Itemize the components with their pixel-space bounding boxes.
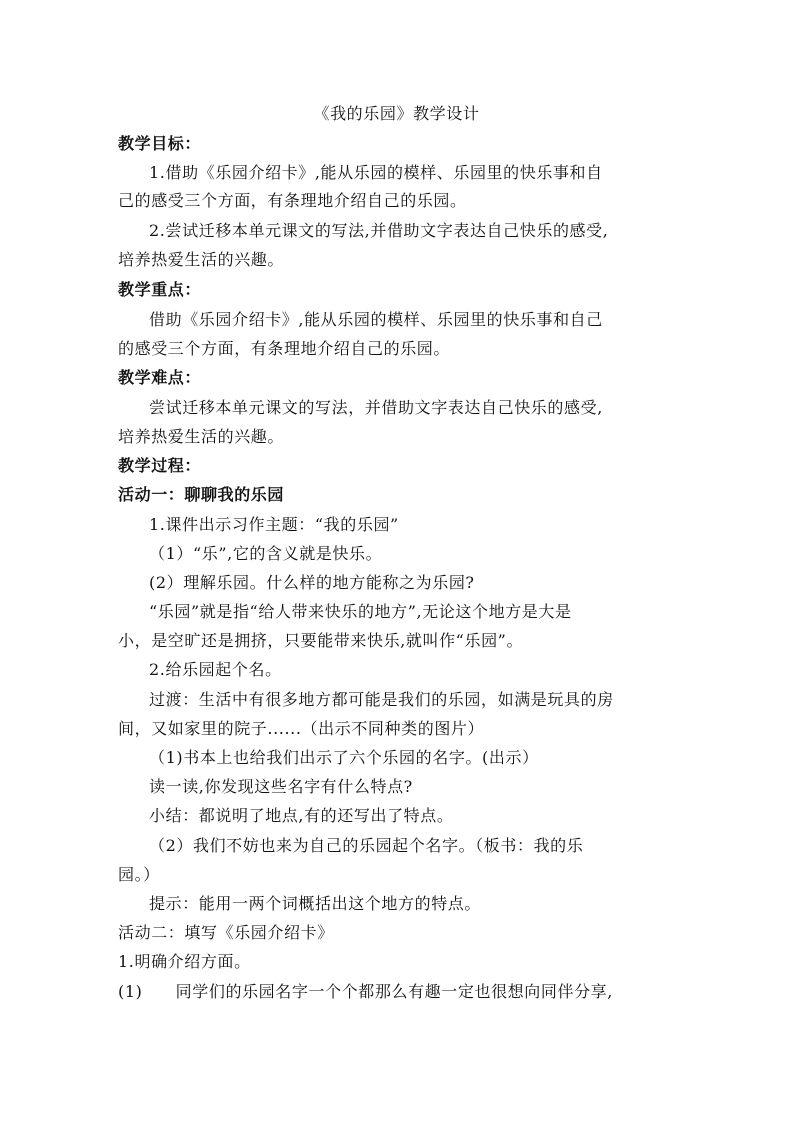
paragraph-line: （2）我们不妨也来为自己的乐园起个名字。（板书：我的乐 <box>149 836 584 855</box>
section-heading: 教学难点： <box>118 368 202 387</box>
paragraph-line: 1.课件出示习作主题：“我的乐园” <box>149 515 399 534</box>
paragraph-line: 己的感受三个方面，有条理地介绍自己的乐园。 <box>118 191 467 210</box>
paragraph-line: 间，又如家里的院子......（出示不同种类的图片） <box>118 719 485 738</box>
paragraph-line: (1) 同学们的乐园名字一个个都那么有趣一定也很想向同伴分享, <box>118 982 613 1001</box>
paragraph-line: 的感受三个方面，有条理地介绍自己的乐园。 <box>118 339 451 358</box>
page-title: 《我的乐园》教学设计 <box>313 104 480 123</box>
activity-heading: 活动一：聊聊我的乐园 <box>118 485 285 504</box>
paragraph-line: （1）“乐”,它的含义就是快乐。 <box>149 544 383 563</box>
paragraph-line: 尝试迁移本单元课文的写法，并借助文字表达自己快乐的感受, <box>149 398 603 417</box>
paragraph-line: 培养热爱生活的兴趣。 <box>118 250 285 269</box>
paragraph-line: 读一读,你发现这些名字有什么特点? <box>149 777 413 796</box>
paragraph-line: 2.给乐园起个名。 <box>149 660 282 679</box>
section-heading: 教学重点： <box>118 280 202 299</box>
section-heading: 教学目标： <box>118 134 202 153</box>
paragraph-line: 园。） <box>118 865 160 884</box>
section-heading: 教学过程： <box>118 456 202 475</box>
paragraph-line: 培养热爱生活的兴趣。 <box>118 427 285 446</box>
paragraph-line: 1.明确介绍方面。 <box>118 952 251 971</box>
paragraph-line: (2）理解乐园。什么样的地方能称之为乐园? <box>149 573 475 592</box>
paragraph-line: “乐园”就是指“给人带来快乐的地方”,无论这个地方是大是 <box>149 602 572 621</box>
paragraph-line: （1)书本上也给我们出示了六个乐园的名字。(出示） <box>149 748 539 767</box>
paragraph-line: 2.尝试迁移本单元课文的写法,并借助文字表达自己快乐的感受, <box>149 221 609 240</box>
paragraph-line: 小结：都说明了地点,有的还写出了特点。 <box>149 806 454 825</box>
paragraph-line: 提示：能用一两个词概括出这个地方的特点。 <box>149 894 482 913</box>
paragraph-line: 借助《乐园介绍卡》,能从乐园的模样、乐园里的快乐事和自己 <box>149 310 603 329</box>
paragraph-line: 小，是空旷还是拥挤，只要能带来快乐,就叫作“乐园”。 <box>118 631 524 650</box>
paragraph-line: 1.借助《乐园介绍卡》,能从乐园的模样、乐园里的快乐事和自 <box>149 163 603 182</box>
paragraph-line: 过渡：生活中有很多地方都可能是我们的乐园，如满是玩具的房 <box>149 690 614 709</box>
activity-heading: 活动二：填写《乐园介绍卡》 <box>118 923 334 942</box>
